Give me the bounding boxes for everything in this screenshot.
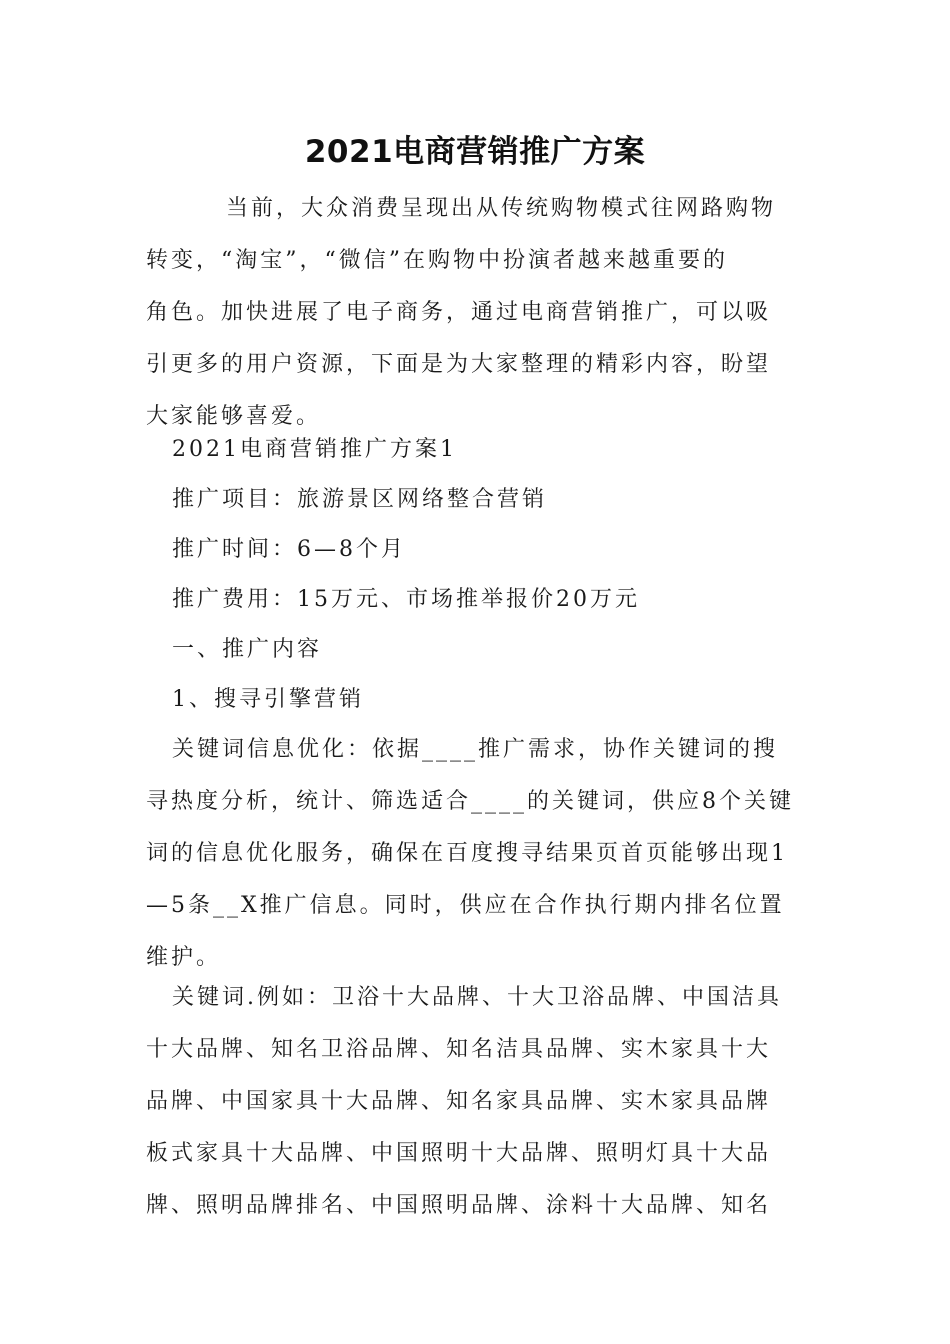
item-one-heading: 1、搜寻引擎营销 (172, 687, 364, 712)
intro-line: 引更多的用户资源，下面是为大家整理的精彩内容，盼望 (146, 352, 772, 377)
intro-paragraph (146, 183, 806, 443)
paragraph-line: 板式家具十大品牌、中国照明十大品牌、照明灯具十大品 (146, 1141, 772, 1166)
intro-line: 角色。加快进展了电子商务，通过电商营销推广，可以吸 (146, 300, 772, 325)
paragraph-line: 关键词信息优化：依据____推广需求，协作关键词的搜 (172, 737, 779, 762)
paragraph-line: 维护。 (146, 945, 222, 970)
intro-line: 当前，大众消费呈现出从传统购物模式往网路购物 (226, 196, 777, 221)
keyword-optimization-paragraph (146, 724, 806, 984)
paragraph-line: 寻热度分析，统计、筛选适合____的关键词，供应8个关键 (146, 789, 794, 814)
duration-line: 推广时间：6—8个月 (172, 537, 406, 562)
paragraph-line: 品牌、中国家具十大品牌、知名家具品牌、实木家具品牌 (146, 1089, 772, 1114)
paragraph-line: —5条__X推广信息。同时，供应在合作执行期内排名位置 (146, 893, 785, 918)
document-title: 2021电商营销推广方案 (304, 134, 646, 170)
keyword-example-paragraph (146, 972, 806, 1232)
paragraph-line: 十大品牌、知名卫浴品牌、知名洁具品牌、实木家具十大 (146, 1037, 772, 1062)
intro-line: 大家能够喜爱。 (146, 404, 322, 429)
paragraph-line: 关键词.例如：卫浴十大品牌、十大卫浴品牌、中国洁具 (172, 985, 782, 1010)
section-heading: 2021电商营销推广方案1 (172, 437, 457, 462)
paragraph-line: 牌、照明品牌排名、中国照明品牌、涂料十大品牌、知名 (146, 1193, 772, 1218)
cost-line: 推广费用：15万元、市场推举报价20万元 (172, 587, 640, 612)
part-one-heading: 一、推广内容 (172, 637, 323, 662)
paragraph-line: 词的信息优化服务，确保在百度搜寻结果页首页能够出现1 (146, 841, 788, 866)
project-line: 推广项目：旅游景区网络整合营销 (172, 487, 548, 512)
intro-line: 转变，“淘宝”，“微信”在购物中扮演者越来越重要的 (146, 248, 728, 273)
